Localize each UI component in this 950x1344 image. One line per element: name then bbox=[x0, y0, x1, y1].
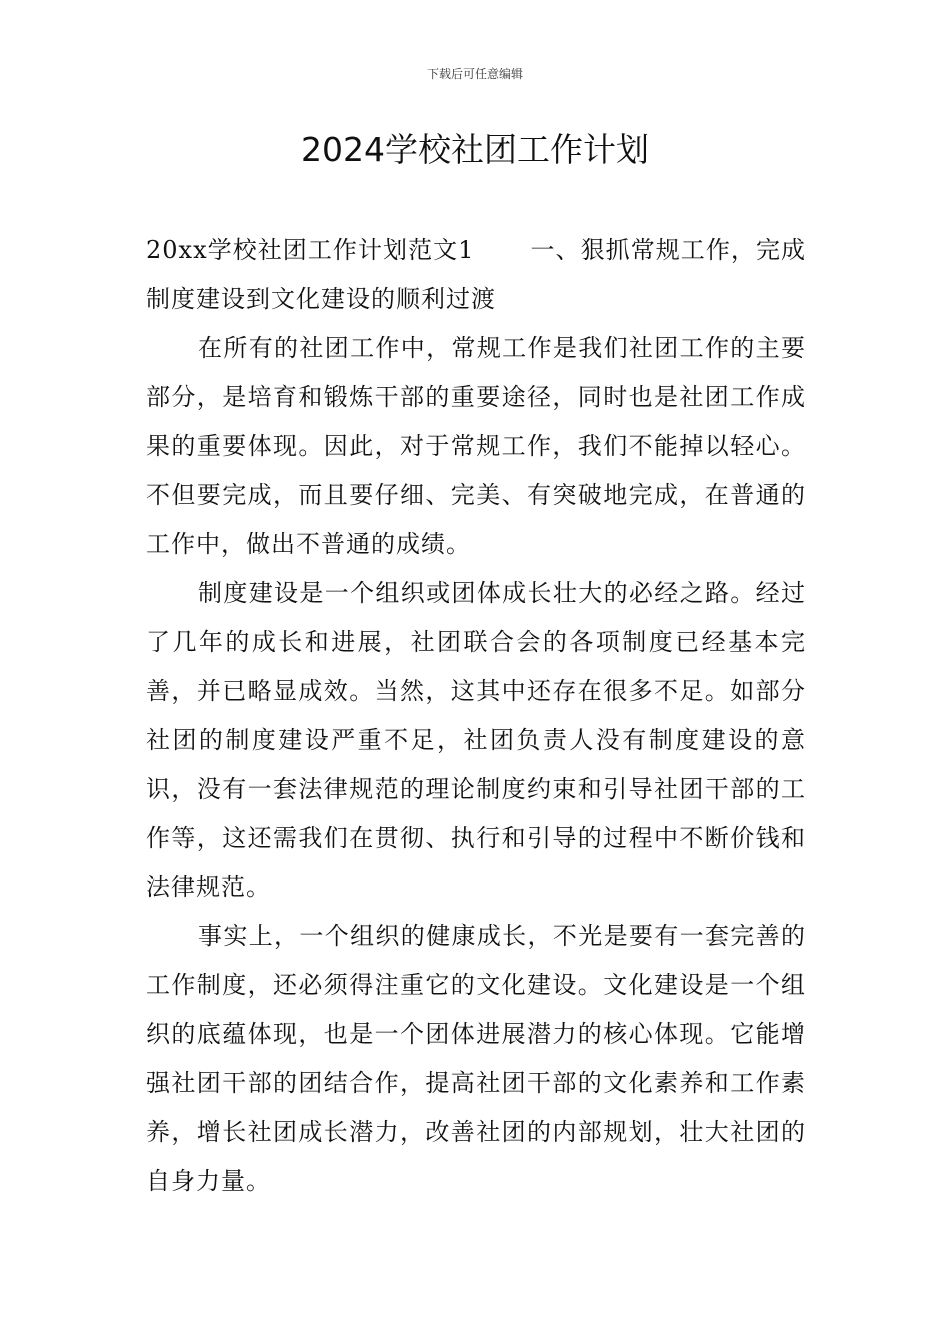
body-paragraph-2: 制度建设是一个组织或团体成长壮大的必经之路。经过了几年的成长和进展，社团联合会的各项制度已经基本完善，并已略显成效。当然，这其中还存在很多不足。如部分社团的制度建设严重不足，社团负责人没有制度建设的意识，没有一套法律规范的理论制度约束和引导社团干部的工作等，这还需我们在贯彻、执行和引导的过程中不断价钱和法律规范。 bbox=[146, 579, 806, 901]
intro-paragraph bbox=[146, 226, 806, 324]
document-body bbox=[146, 226, 806, 1206]
section-heading: 一、狠抓常规工作，完成制度建设到文化建设的顺利过渡 bbox=[146, 236, 806, 313]
document-title: 2024学校社团工作计划 bbox=[301, 130, 649, 169]
header-note: 下载后可任意编辑 bbox=[426, 67, 523, 81]
body-paragraph-3: 事实上，一个组织的健康成长，不光是要有一套完善的工作制度，还必须得注重它的文化建设。文化建设是一个组织的底蕴体现，也是一个团体进展潜力的核心体现。它能增强社团干部的团结合作，提高社团干部的文化素养和工作素养，增长社团成长潜力，改善社团的内部规划，壮大社团的自身力量。 bbox=[146, 922, 806, 1195]
intro-label: 20xx学校社团工作计划范文1 bbox=[146, 236, 475, 264]
body-paragraph-1: 在所有的社团工作中，常规工作是我们社团工作的主要部分，是培育和锻炼干部的重要途径，同时也是社团工作成果的重要体现。因此，对于常规工作，我们不能掉以轻心。不但要完成，而且要仔细、完美、有突破地完成，在普通的工作中，做出不普通的成绩。 bbox=[146, 334, 806, 558]
